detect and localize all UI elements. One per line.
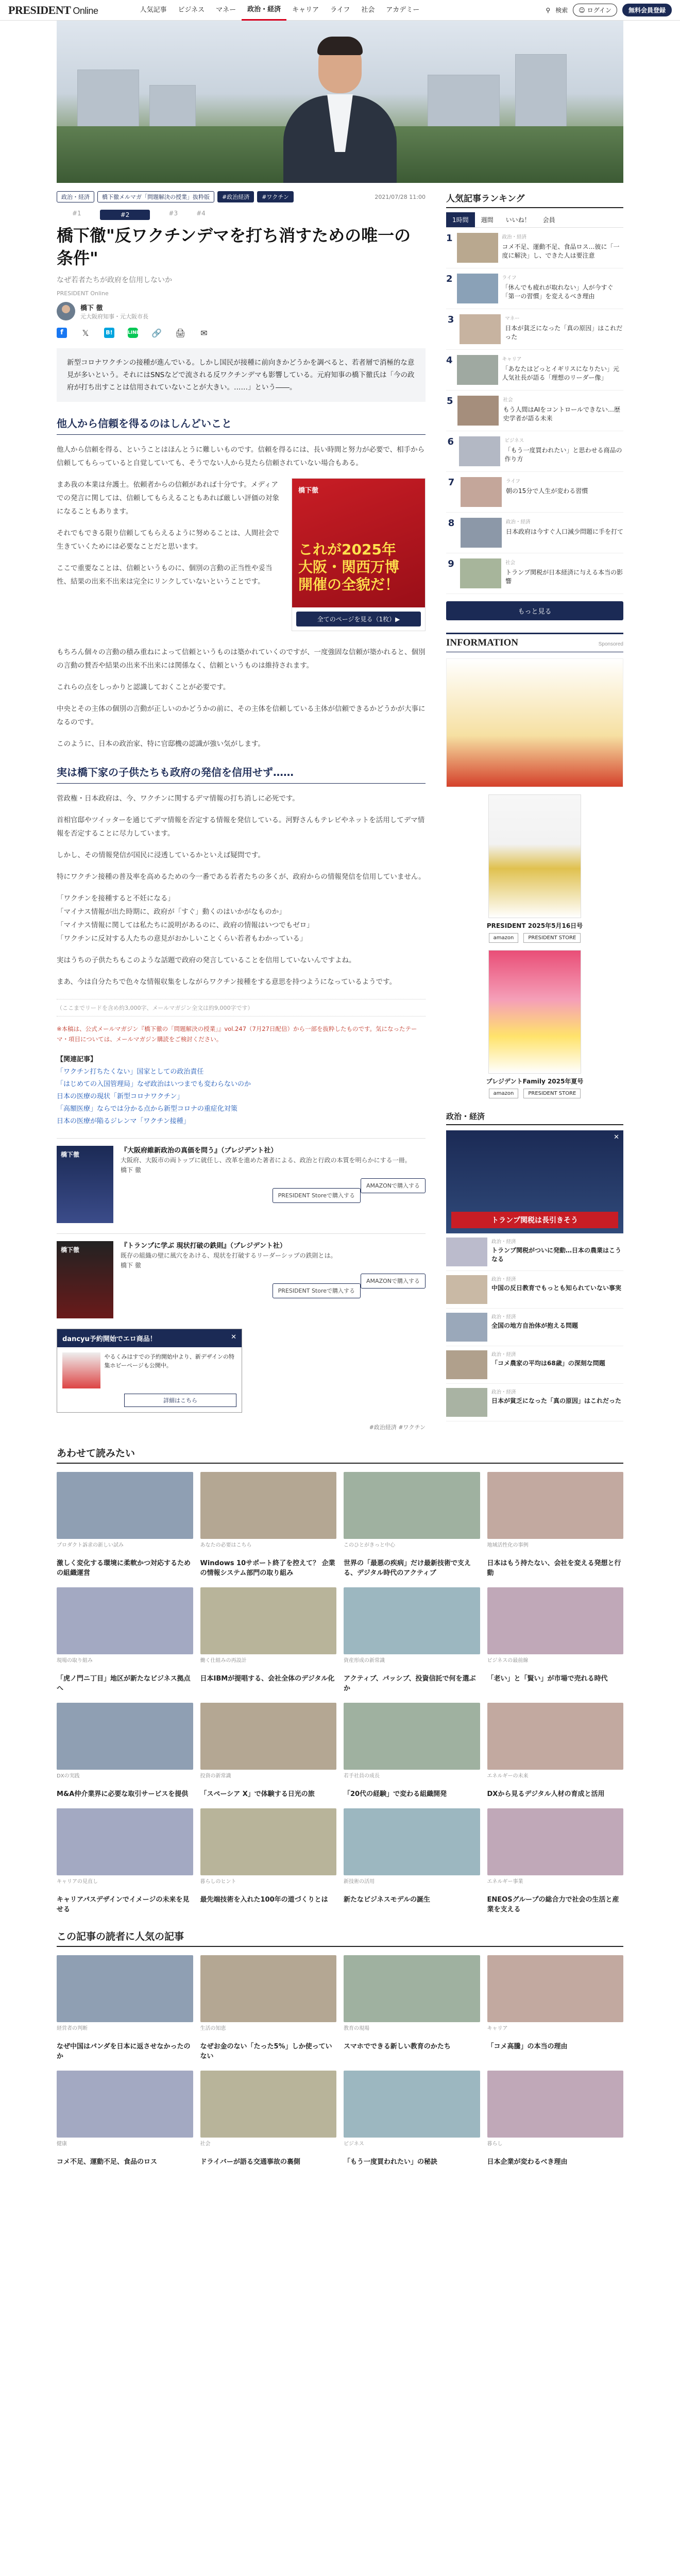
card-category: 若手社員の成長 — [344, 1773, 380, 1779]
card-thumbnail — [344, 1955, 480, 2022]
user-icon: ☺ — [579, 7, 585, 14]
nav-business[interactable]: ビジネス — [178, 6, 205, 14]
magazine-promo — [446, 950, 623, 1098]
quote-list — [57, 892, 426, 945]
article-card[interactable] — [57, 1472, 193, 1578]
thumb — [446, 1388, 487, 1417]
card-title: 日本企業が変わるべき理由 — [487, 2158, 568, 2166]
card-title: 「スペーシア X」で体験する日光の旅 — [200, 1790, 315, 1798]
popular-grid — [57, 1955, 623, 2167]
article-card[interactable] — [57, 1955, 193, 2061]
paragraph: このように、日本の政治家、特に官邸機の認識が強い気がします。 — [57, 740, 265, 748]
share-bar — [57, 328, 426, 338]
author-name: 橋下 徹 — [80, 304, 103, 312]
card-title: スマホでできる新しい教育のかたち — [344, 2043, 451, 2050]
paragraph: しかし、その情報発信が国民に浸透しているかといえば疑問です。 — [57, 851, 265, 859]
card-category: プロダクト訴求の新しい試み — [57, 1543, 124, 1548]
politics-item[interactable]: 政治・経済 日本が貧乏になった「真の原因」はこれだった — [446, 1384, 623, 1421]
paragraph: 首相官邸やツイッターを通じてデマ情報を否定する情報を発信している。河野さんもテレビやネットを活用してデマ情報を否定することに尽力しています。 — [57, 816, 425, 838]
article-card[interactable] — [200, 1808, 337, 1914]
magazine-label: PRESIDENT 2025年5月16日号 — [486, 922, 583, 929]
site-header — [0, 0, 680, 21]
card-thumbnail — [344, 1587, 480, 1654]
paragraph: まあ我の本業は弁護士。依頼者からの信頼があれば十分です。メディアでの発言に関しては、信頼してもらえることもあれば厳しい評価の対象になることもあります。 — [57, 481, 279, 516]
article-card[interactable] — [487, 2071, 624, 2167]
rank-title: 「休んでも疲れが取れない」人が今すぐ「第一の習慣」を変えるべき理由 — [502, 284, 614, 300]
card-title: 「もう一度買われたい」の秘訣 — [344, 2158, 438, 2166]
card-thumbnail — [344, 1472, 480, 1539]
book-author: 橋下 徹 — [121, 1262, 141, 1269]
card-thumbnail — [57, 1703, 193, 1770]
rank-number: 5 — [446, 396, 453, 406]
card-category: 暮らしのヒント — [200, 1879, 236, 1885]
card-title: 新たなビジネスモデルの誕生 — [344, 1896, 430, 1904]
amazon-link[interactable]: amazon — [489, 1089, 519, 1098]
card-title: コメ不足、運動不足、食品のロス — [57, 2158, 158, 2166]
politics-item[interactable]: 政治・経済 トランプ関税がついに発動…日本の農業はこうなる — [446, 1233, 623, 1271]
related-link[interactable]: 日本の医療が陥るジレンマ「ワクチン接種」 — [57, 1117, 190, 1125]
card-category: 健康 — [57, 2141, 67, 2147]
section-heading: 実は橋下家の子供たちも政府の発信を信用せず…… — [57, 764, 426, 784]
rank-title: トランプ関税が日本経済に与える本当の影響 — [505, 569, 623, 585]
rank-category: 政治・経済 — [506, 519, 531, 525]
article-card[interactable] — [57, 2071, 193, 2167]
popular-section — [57, 1929, 623, 2167]
card-category: ビジネスの最前線 — [487, 1658, 529, 1664]
article-card[interactable] — [487, 1955, 624, 2061]
ranking-item[interactable] — [446, 309, 623, 350]
promo-popup — [57, 1329, 242, 1413]
card-category: エネルギー事業 — [487, 1879, 523, 1885]
card-title: DXから見るデジタル人材の育成と活用 — [487, 1790, 605, 1798]
article-card[interactable] — [344, 1808, 480, 1914]
card-category: 資産形成の新常識 — [344, 1658, 385, 1664]
card-thumbnail — [200, 1703, 337, 1770]
card-thumbnail — [200, 1808, 337, 1875]
nav-life[interactable]: ライフ — [330, 6, 350, 14]
tab-members[interactable]: 会員 — [542, 216, 555, 224]
page-tabs — [72, 210, 426, 220]
card-thumbnail — [487, 1703, 624, 1770]
politics-heading: 政治・経済 — [446, 1111, 623, 1125]
ranking-item[interactable] — [446, 472, 623, 513]
card-thumbnail — [57, 1587, 193, 1654]
card-title: 日本はもう持たない、会社を変える発想と行動 — [487, 1560, 621, 1577]
article-card[interactable] — [487, 1703, 624, 1799]
author-role: 元大阪府知事・元大阪市長 — [80, 313, 148, 320]
login-button[interactable]: ☺ ログイン — [573, 4, 617, 16]
article-card[interactable] — [344, 2071, 480, 2167]
card-category: 暮らし — [487, 2141, 503, 2147]
book-promo — [57, 1233, 426, 1318]
rank-category: ビジネス — [504, 438, 524, 444]
store-button[interactable]: PRESIDENT Storeで購入する — [273, 1283, 361, 1298]
rank-number: 4 — [446, 355, 453, 366]
article-card[interactable] — [344, 1955, 480, 2061]
related-link[interactable]: 「はじめての入国管理局」なぜ政治はいつまでも変わらないのか — [57, 1080, 251, 1088]
mail-icon[interactable]: ✉ — [200, 328, 208, 338]
card-category: 投資の新常識 — [200, 1773, 231, 1779]
paragraph: それでもできる限り信頼してもらえるように努めることは、人間社会で生きていくためには必要なことだと思います。 — [57, 529, 279, 551]
popup-text: やるくみはすでの予約開始中より、新デザインの特集ホビーページも公開中。 — [104, 1353, 235, 1369]
popup-title: dancyu予約開始でエロ商品！ — [62, 1335, 157, 1343]
tag-topic[interactable]: #政治経済 — [217, 191, 254, 202]
card-category: 教育の現場 — [344, 2026, 369, 2031]
thumb — [446, 1275, 487, 1304]
more-ranking-button[interactable]: もっと見る — [446, 601, 623, 620]
item-title: 中国の反日教育でもっとも知られていない事実 — [491, 1284, 622, 1292]
article-card[interactable] — [200, 1587, 337, 1693]
book-cover[interactable]: 橋下徹 — [57, 1146, 113, 1223]
rank-category: マネー — [505, 316, 520, 321]
line-icon[interactable]: LINE — [128, 328, 138, 338]
rank-category: ライフ — [506, 479, 520, 484]
related-link[interactable]: 日本の医療の現状「新型コロナワクチン」 — [57, 1093, 184, 1100]
card-title: 「コメ高騰」の本当の理由 — [487, 2043, 568, 2050]
item-title: 「コメ農家の平均は68歳」の深刻な問題 — [491, 1360, 605, 1367]
card-category: 生活の知恵 — [200, 2026, 226, 2031]
book-cover[interactable]: 橋下徹 — [57, 1241, 113, 1318]
paragraph: ここで重要なことは、信頼というものに、個別の言動の正当性や妥当性、結果の出来不出来は完全にリンクしていないということです。 — [57, 564, 273, 586]
article-main — [57, 191, 426, 1431]
book-desc: 既存の組織の壁に風穴をあける、現状を打破するリーダーシップの鉄則とは。 — [121, 1252, 337, 1259]
publisher: PRESIDENT Online — [57, 290, 109, 297]
magazine-cover[interactable] — [488, 794, 581, 918]
nav-money[interactable]: マネー — [216, 6, 236, 14]
popup-button[interactable]: 詳細はこちら — [124, 1394, 236, 1407]
nav-politics[interactable]: 政治・経済 — [242, 0, 286, 21]
rank-title: 朝の15分で人生が変わる習慣 — [506, 487, 588, 495]
card-title: ドライバーが語る交通事故の裏側 — [200, 2158, 300, 2166]
x-icon[interactable]: 𝕏 — [82, 328, 89, 338]
card-thumbnail — [344, 1703, 480, 1770]
item-title: 日本が貧乏になった「真の原因」はこれだった — [491, 1397, 622, 1404]
article-card[interactable] — [200, 2071, 337, 2167]
politics-item[interactable]: 政治・経済 全国の地方自治体が抱える問題 — [446, 1309, 623, 1346]
global-nav — [134, 0, 546, 21]
avatar — [57, 302, 75, 320]
paragraph: 菅政権・日本政府は、今、ワクチンに関するデマ情報の打ち消しに必死です。 — [57, 794, 299, 803]
article-card[interactable] — [344, 1472, 480, 1578]
sponsored-ad[interactable] — [446, 658, 623, 787]
related-link[interactable]: 「ワクチン打ちたくない」国家としての政治責任 — [57, 1068, 204, 1076]
rank-number: 2 — [446, 274, 453, 284]
site-logo[interactable]: PRESIDENT Online — [8, 3, 98, 16]
card-thumbnail — [200, 1472, 337, 1539]
recommend-section — [57, 1446, 623, 1914]
card-thumbnail — [200, 1955, 337, 2022]
article-card[interactable] — [200, 1472, 337, 1578]
card-title: キャリアパスデザインでイメージの未来を見せる — [57, 1896, 190, 1913]
amazon-button[interactable]: AMAZONで購入する — [361, 1178, 426, 1193]
book-promo — [57, 1138, 426, 1223]
book-title[interactable]: 『大阪府維新政治の真価を問う』（プレジデント社） — [121, 1147, 278, 1155]
ad-image — [292, 479, 425, 607]
card-thumbnail — [200, 2071, 337, 2138]
article-lead: 新型コロナワクチンの接種が進んでいる。しかし国民が接種に前向きかどうかを調べると、若者層で消極的な意見が多いという。それにはSNSなどで流される反ワクチンデマも影響している。元府知事の橋下徹氏は「今の政府が打ち出すことは信用されていないことが大きい。……」という――。 — [57, 348, 426, 402]
magazine-cover[interactable] — [488, 950, 581, 1074]
rank-thumb — [457, 233, 498, 263]
card-category: 経営者の判断 — [57, 2026, 88, 2031]
tag-series[interactable]: 橋下徹メルマガ「問題解決の授業」抜粋版 — [97, 191, 214, 202]
card-thumbnail — [57, 1472, 193, 1539]
rank-number: 7 — [448, 477, 455, 488]
inline-ad[interactable] — [292, 478, 426, 631]
card-title: 最先端技術を入れた100年の道づくりとは — [200, 1896, 328, 1904]
close-icon[interactable]: ✕ — [614, 1133, 619, 1141]
card-thumbnail — [344, 2071, 480, 2138]
card-thumbnail — [487, 1472, 624, 1539]
hatena-icon[interactable]: B! — [104, 328, 114, 338]
rank-title: もう人間はAIをコントロールできない…歴史学者が語る未来 — [503, 406, 620, 422]
card-thumbnail — [344, 1808, 480, 1875]
page-tab[interactable]: #3 — [168, 210, 178, 217]
print-icon[interactable]: 🖨 — [175, 328, 186, 338]
rank-thumb — [457, 355, 498, 385]
rank-number: 9 — [448, 558, 454, 569]
ranking-item[interactable] — [446, 228, 623, 268]
page-tab-current[interactable]: #2 — [100, 210, 150, 220]
article-card[interactable] — [344, 1703, 480, 1799]
card-title: 「虎ノ門ニ丁目」地区が新たなビジネス拠点へ — [57, 1675, 191, 1692]
rank-title: 日本が貧乏になった「真の原因」はこれだった — [505, 325, 623, 341]
information-heading: INFORMATION Sponsored — [446, 633, 623, 652]
article-title: 橋下徹"反ワクチンデマを打ち消すための唯一の条件" — [57, 226, 411, 268]
rank-category: キャリア — [502, 357, 522, 362]
card-thumbnail — [57, 1808, 193, 1875]
ranking-item[interactable] — [446, 350, 623, 391]
page-tab[interactable]: #1 — [72, 210, 81, 217]
quote: 「マイナス情報に関しては私たちに説明があるのに、政府の情報はいつでもゼロ」 — [57, 921, 314, 929]
card-title: M&A仲介業界に必要な取引サービスを提供 — [57, 1790, 189, 1798]
article-tags — [57, 191, 426, 202]
item-title: 全国の地方自治体が抱える問題 — [491, 1322, 579, 1329]
video-ad[interactable] — [446, 1130, 623, 1233]
ranking-item[interactable] — [446, 513, 623, 553]
author-block[interactable] — [57, 302, 426, 320]
bottom-tags[interactable]: #政治経済 #ワクチン — [369, 1424, 426, 1431]
quote: 「マイナス情報が出た時期に、政府が「すぐ」動くのはいかがなものか」 — [57, 908, 286, 916]
thumb — [446, 1313, 487, 1342]
ranking-item[interactable] — [446, 391, 623, 431]
tag-vaccine[interactable]: #ワクチン — [257, 191, 294, 202]
thumb — [446, 1350, 487, 1379]
recommend-grid — [57, 1472, 623, 1914]
card-category: 現場の取り組み — [57, 1658, 93, 1664]
book-title[interactable]: 『トランプに学ぶ 現状打破の鉄則』（プレジデント社） — [121, 1242, 286, 1250]
article-card[interactable] — [57, 1808, 193, 1914]
article-card[interactable] — [487, 1587, 624, 1693]
card-category: キャリアの見直し — [57, 1879, 98, 1885]
ranking-item[interactable] — [446, 553, 623, 594]
politics-item[interactable]: 政治・経済 「コメ農家の平均は68歳」の深刻な問題 — [446, 1346, 623, 1384]
rank-thumb — [461, 477, 502, 507]
link-icon[interactable]: 🔗 — [151, 328, 162, 338]
card-title: 激しく変化する環境に柔軟かつ対応するための組織運営 — [57, 1560, 191, 1577]
tag-category[interactable]: 政治・経済 — [57, 191, 94, 202]
tab-likes[interactable]: いいね！ — [505, 216, 531, 224]
ranking-item[interactable] — [446, 431, 623, 472]
card-thumbnail — [57, 1955, 193, 2022]
nav-society[interactable]: 社会 — [361, 6, 375, 14]
close-icon[interactable]: ✕ — [231, 1333, 236, 1341]
article-card[interactable] — [487, 1808, 624, 1914]
card-title: なぜお金のない「たった5%」しか使っていない — [200, 2043, 332, 2060]
nav-academy[interactable]: アカデミー — [386, 6, 420, 14]
thumb — [446, 1238, 487, 1266]
page-tab[interactable]: #4 — [196, 210, 206, 217]
rank-title: 「もう一度買われたい」と思わせる商品の作り方 — [504, 447, 622, 463]
paragraph: 実はうちの子供たちもこのような話題で政府の発言していることを信用していないんですよね。 — [57, 956, 356, 964]
card-category: エネルギーの未来 — [487, 1773, 529, 1779]
rank-thumb — [460, 558, 501, 588]
card-category: ビジネス — [344, 2141, 364, 2147]
card-title: 日本IBMが提唱する、会社全体のデジタル化 — [200, 1675, 335, 1683]
rank-thumb — [459, 436, 500, 466]
rank-number: 8 — [448, 518, 455, 529]
amazon-link[interactable]: amazon — [489, 933, 519, 943]
article-card[interactable] — [200, 1955, 337, 2061]
paragraph: まあ、今は自分たちで色々な情報収集をしながらワクチン接種をする意思を持つようになっているようです。 — [57, 978, 397, 986]
card-category: キャリア — [487, 2026, 508, 2031]
card-category: 地域活性化の事例 — [487, 1543, 529, 1548]
article-card[interactable] — [57, 1703, 193, 1799]
rank-category: 社会 — [503, 397, 513, 403]
amazon-button[interactable]: AMAZONで購入する — [361, 1274, 426, 1289]
sidebar — [446, 191, 623, 1431]
related-links — [57, 1054, 426, 1128]
ad-brand: 橋下徹 — [298, 487, 319, 495]
search-label[interactable]: 検索 — [555, 7, 568, 14]
paragraph: 中央とその主体の個別の言動が正しいのかどうかの前に、その主体を信頼している主体が信頼できるかどうかが大事になるのです。 — [57, 705, 426, 726]
article-card[interactable] — [57, 1587, 193, 1693]
card-thumbnail — [487, 2071, 624, 2138]
tab-weekly[interactable]: 週間 — [481, 216, 494, 224]
quote: 「ワクチンに反対する人たちの意見がおかしいことくらい若者もわかっている」 — [57, 935, 307, 943]
card-thumbnail — [487, 1587, 624, 1654]
search-icon[interactable]: ⚲ — [546, 6, 551, 14]
rank-category: ライフ — [502, 275, 517, 281]
card-category: このひとがきっと中心 — [344, 1543, 395, 1548]
publish-date: 2021/07/28 11:00 — [375, 193, 426, 200]
store-link[interactable]: PRESIDENT STORE — [523, 933, 581, 943]
rank-number: 1 — [446, 233, 453, 244]
paragraph: 特にワクチン接種の普及率を高めるための今一番である若者たちの多くが、政府からの情報発信を信用していません。 — [57, 873, 426, 881]
popular-title: この記事の読者に人気の記事 — [57, 1929, 623, 1947]
recommend-title: あわせて読みたい — [57, 1446, 623, 1464]
card-thumbnail — [200, 1587, 337, 1654]
ad-headline: これが2025年 大阪・関西万博 開催の全貌だ！ — [298, 541, 400, 593]
rank-thumb — [457, 396, 499, 426]
paragraph: 他人から信頼を得る、ということはほんとうに難しいものです。信頼を得るには、長い時間と努力が必要で、相手から信頼してもらっていると自覚していても、そうでない人から見たら信頼されていない場合もある。 — [57, 446, 425, 467]
article-subtitle: なぜ若者たちが政府を信用しないか — [57, 276, 172, 284]
rank-number: 6 — [447, 436, 454, 447]
card-category: 働く仕組みの再設計 — [200, 1658, 247, 1664]
ad-button[interactable]: 全てのページを見る（1枚）▶ — [296, 612, 421, 626]
ranking-item[interactable] — [446, 268, 623, 309]
register-button[interactable]: 無料会員登録 — [622, 4, 672, 16]
magazine-label: プレジデントFamily 2025年夏号 — [486, 1078, 584, 1085]
card-title: アクティブ、パッシブ、投資信託で何を選ぶか — [344, 1675, 476, 1692]
nav-career[interactable]: キャリア — [292, 6, 319, 14]
card-category: DXの実践 — [57, 1773, 80, 1779]
tab-hourly[interactable]: 1時間 — [446, 212, 475, 227]
author-photo — [283, 28, 397, 183]
card-title: 「老い」と「賢い」が市場で売れる時代 — [487, 1675, 608, 1683]
rank-category: 政治・経済 — [502, 234, 527, 240]
card-category: あなたの必要はこちら — [200, 1543, 252, 1548]
rank-title: 「あなたはどっとイギリスになりたい」元人気社長が語る「理想のリーダー像」 — [502, 365, 620, 381]
politics-item[interactable]: 政治・経済 中国の反日教育でもっとも知られていない事実 — [446, 1271, 623, 1309]
book-desc: 大阪府、大阪市の両トップに就任し、改革を進めた著者による、政治と行政の本質を明らかにする一冊。 — [121, 1157, 411, 1164]
item-title: トランプ関税がついに発動…日本の農業はこうなる — [491, 1247, 622, 1263]
card-thumbnail — [57, 2071, 193, 2138]
card-title: 「20代の経験」で変わる組織開発 — [344, 1790, 447, 1798]
card-title: 世界の「最悪の疾病」だけ最新技術で支える、デジタル時代のアクティブ — [344, 1560, 471, 1577]
card-category: 新技術の活用 — [344, 1879, 375, 1885]
rank-number: 3 — [447, 314, 454, 325]
paragraph: もちろん個々の言動の積み重ねによって信頼というものは築かれていくのですが、一度強固な信頼が築かれると、個別の言動の賛否や結果の出来不出来には関係なく、信頼というものは維持されます。 — [57, 648, 426, 670]
rank-title: コメ不足、運動不足、食品ロス…彼に「一度に解決」し、できた人は要注意 — [502, 243, 620, 259]
card-thumbnail — [487, 1955, 624, 2022]
hero-image — [57, 21, 623, 183]
card-title: Windows 10サポート終了を控えて？ 企業の情報システム部門の取り組み — [200, 1560, 335, 1577]
card-title: ENEOSグループの総合力で社会の生活と産業を支える — [487, 1896, 619, 1913]
nav-popular[interactable]: 人気記事 — [140, 6, 167, 14]
store-button[interactable]: PRESIDENT Storeで購入する — [273, 1188, 361, 1203]
section-heading: 他人から信頼を得るのはしんどいこと — [57, 415, 426, 435]
book-author: 橋下 徹 — [121, 1166, 141, 1174]
popup-image[interactable] — [62, 1352, 100, 1388]
related-link[interactable]: 「高額医療」ならでは分かる点から新型コロナの重症化対策 — [57, 1105, 237, 1113]
sponsored-label: Sponsored — [598, 641, 623, 647]
rank-category: 社会 — [505, 560, 516, 566]
char-count-note: （ここまでリードを含め約3,000字、メールマガジン全文は約9,000字です） — [57, 999, 426, 1016]
rank-thumb — [461, 518, 502, 548]
facebook-icon[interactable]: f — [57, 328, 67, 338]
store-link[interactable]: PRESIDENT STORE — [523, 1089, 581, 1098]
card-title: なぜ中国はパンダを日本に返させなかったのか — [57, 2043, 191, 2060]
rank-thumb — [460, 314, 501, 344]
newsletter-note: ※本稿は、公式メールマガジン『橋下徹の「問題解決の授業」』vol.247（7月27日配信）から一部を抜粋したものです。気になったテーマ・項目については、メールマガジン購読をご検討ください。 — [57, 1025, 417, 1043]
card-category: 社会 — [200, 2141, 211, 2147]
paragraph: これらの点をしっかりと認識しておくことが必要です。 — [57, 683, 230, 691]
related-title: 【関連記事】 — [57, 1056, 97, 1063]
video-ad-title: トランプ関税は長引きそう — [451, 1212, 618, 1228]
magazine-promo — [446, 794, 623, 943]
article-card[interactable] — [344, 1587, 480, 1693]
article-card[interactable] — [487, 1472, 624, 1578]
article-card[interactable] — [200, 1703, 337, 1799]
card-thumbnail — [487, 1808, 624, 1875]
quote: 「ワクチンを接種すると不妊になる」 — [57, 894, 175, 903]
ranking-tabs — [446, 212, 623, 228]
rank-title: 日本政府は今すぐ人口減少問題に手を打て — [506, 528, 624, 535]
rank-thumb — [457, 274, 498, 303]
ranking-title: 人気記事ランキング — [446, 191, 623, 208]
